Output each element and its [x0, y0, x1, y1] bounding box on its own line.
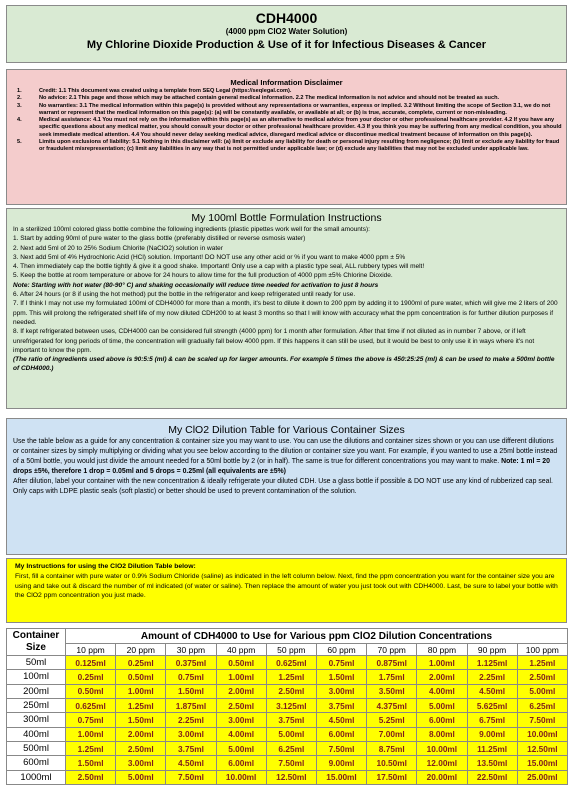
container-size-cell: 200ml: [7, 684, 66, 698]
formulation-note: Note: Starting with hot water (80-90° C) and shaking occasionally will reduce time needed for activation to just 8 hours: [13, 281, 379, 289]
concentration-header: 100 ppm: [517, 644, 567, 656]
formulation-step: 4. Then immediately cap the bottle tightly & give it a good shake. Important! Only use a cap with a plastic type seal, ALL rubbery types will melt!: [13, 263, 425, 271]
amount-cell: 3.00ml: [216, 713, 266, 727]
amount-cell: 4.50ml: [467, 684, 517, 698]
amount-cell: 0.375ml: [166, 656, 216, 670]
amount-cell: 3.75ml: [166, 741, 216, 755]
concentration-header: 80 ppm: [417, 644, 467, 656]
amount-cell: 6.00ml: [316, 727, 366, 741]
formulation-step: 2. Next add 5ml of 20 to 25% Sodium Chlorite (NaClO2) solution in water: [13, 244, 223, 252]
disclaimer-item-number: 2.: [17, 95, 22, 102]
amount-cell: 22.50ml: [467, 770, 517, 784]
amount-cell: 5.00ml: [116, 770, 166, 784]
formulation-box: [6, 208, 567, 409]
drops-note: Note: 1 ml = 20 drops ±5%, therefore 1 drop = 0.05ml and 5 drops = 0.25ml (all equivalents are ±5%): [13, 458, 550, 475]
amount-cell: 1.25ml: [66, 741, 116, 755]
concentration-header: 70 ppm: [367, 644, 417, 656]
amount-cell: 2.00ml: [116, 727, 166, 741]
amount-cell: 2.25ml: [166, 713, 216, 727]
disclaimer-box: [6, 69, 567, 205]
amount-cell: 0.125ml: [66, 656, 116, 670]
amount-cell: 2.00ml: [417, 670, 467, 684]
amount-cell: 2.25ml: [467, 670, 517, 684]
amount-cell: 25.00ml: [517, 770, 567, 784]
formulation-step: 8. If kept refrigerated between uses, CDH4000 can be considered full strength (4000 ppm) for 1 month after formulation. After that time if not diluted as in number 7 above, or if left unrefrigerated for long periods of time, the concentration will gradually fall below 4000 ppm. If this happens it can still be used, but it would be best to only use it in ways where it's not important to know the ppm.: [13, 328, 535, 354]
formulation-step: 3. Next add 5ml of 4% Hydrochloric Acid (HCl) solution. Important! DO NOT use any other acid or % if you want to make 4000 ppm ± 5%: [13, 253, 406, 261]
amount-cell: 9.00ml: [467, 727, 517, 741]
amount-cell: 2.50ml: [216, 698, 266, 712]
amount-cell: 3.75ml: [266, 713, 316, 727]
amount-cell: 1.00ml: [116, 684, 166, 698]
amount-cell: 2.50ml: [66, 770, 116, 784]
amount-cell: 6.25ml: [517, 698, 567, 712]
amount-cell: 5.00ml: [417, 698, 467, 712]
container-size-cell: 50ml: [7, 656, 66, 670]
concentration-header: 40 ppm: [216, 644, 266, 656]
amount-cell: 20.00ml: [417, 770, 467, 784]
amount-cell: 10.00ml: [216, 770, 266, 784]
amount-cell: 6.00ml: [216, 756, 266, 770]
amount-cell: 0.75ml: [316, 656, 366, 670]
container-size-cell: 600ml: [7, 756, 66, 770]
disclaimer-item-text: Credit: 1.1 This document was created using a template from SEQ Legal (https://seqlegal.com).: [39, 88, 292, 94]
amount-header: Amount of CDH4000 to Use for Various ppm ClO2 Dilution Concentrations: [66, 629, 568, 644]
amount-cell: 0.75ml: [66, 713, 116, 727]
page-tagline: My Chlorine Dioxide Production & Use of it for Infectious Diseases & Cancer: [86, 39, 487, 51]
amount-cell: 0.625ml: [266, 656, 316, 670]
concentration-header: 30 ppm: [166, 644, 216, 656]
amount-cell: 2.50ml: [517, 670, 567, 684]
concentration-header-row: [7, 644, 568, 656]
disclaimer-item-number: 1.: [17, 88, 22, 94]
amount-cell: 1.25ml: [517, 656, 567, 670]
page-title: CDH4000: [255, 10, 318, 26]
disclaimer-item-text: Medical assistance: 4.1 You must not rely on the information within this page(s) as an alternative to medical advice from your doctor or other professional healthcare provider. 4.2 If you have any specific questions about any medical matter, you should consult your doctor or other professional healthcare provider. 4.3 If you think you may be suffering from any medical condition, you should seek immediate medical attention. 4.4 You should never delay seeking medical advice, disregard medical advice or discontinue medical treatment because of information on this page(s).: [39, 117, 562, 138]
formulation-step: 5. Keep the bottle at room temperature or above for 24 hours to allow time for the full production of 4000 ppm ±5% Chlorine Dioxide.: [13, 272, 393, 280]
table-row: [7, 684, 568, 698]
amount-cell: 0.25ml: [66, 670, 116, 684]
amount-cell: 4.00ml: [216, 727, 266, 741]
amount-cell: 12.50ml: [266, 770, 316, 784]
amount-cell: 3.125ml: [266, 698, 316, 712]
disclaimer-item-number: 3.: [17, 102, 22, 109]
instructions-body: First, fill a container with pure water or 0.9% Sodium Chloride (saline) as indicated in the left column below. Next, find the ppm concentration you want for the container size you are using and take out & discard the number of ml indicated (of water or saline). Then replace the amount of water you just took out with CDH4000. Last, be sure to label your bottle with the ClO2 ppm concentration you just made.: [15, 572, 558, 600]
amount-cell: 11.25ml: [467, 741, 517, 755]
container-size-cell: 100ml: [7, 670, 66, 684]
page-subtitle: (4000 ppm ClO2 Water Solution): [225, 27, 348, 36]
table-header-row: [7, 629, 568, 644]
amount-cell: 1.00ml: [417, 656, 467, 670]
dilution-guide-text: [13, 437, 560, 477]
disclaimer-item-text: No warranties: 3.1 The medical information within this page(s) is provided without any representations or warranties, express or implied. 3.2 Without limiting the scope of Section 3.1, we do not warrant or represent that the medical information on this page(s): (a) will be constantly available, or available at all; or (b) is true, accurate, complete, current or non-misleading.: [39, 102, 551, 116]
disclaimer-item: [17, 88, 562, 95]
table-row: [7, 713, 568, 727]
amount-cell: 3.00ml: [166, 727, 216, 741]
concentration-header: 20 ppm: [116, 644, 166, 656]
table-row: [7, 656, 568, 670]
container-size-cell: 500ml: [7, 741, 66, 755]
amount-cell: 1.50ml: [166, 684, 216, 698]
amount-cell: 1.50ml: [316, 670, 366, 684]
amount-cell: 13.50ml: [467, 756, 517, 770]
amount-cell: 9.00ml: [316, 756, 366, 770]
amount-cell: 1.00ml: [216, 670, 266, 684]
formulation-ratio-note: (The ratio of ingredients used above is 90:5:5 (ml) & can be scaled up for larger amounts. For example 5 times the above is 450:25:25 (ml) & can be used to make a 500ml bottle of CDH4000.): [13, 356, 555, 373]
disclaimer-item-number: 5.: [17, 139, 22, 146]
table-row: [7, 670, 568, 684]
header-box: [6, 5, 567, 63]
dilution-table: [6, 628, 568, 785]
table-instructions-box: [6, 558, 567, 623]
amount-cell: 0.875ml: [367, 656, 417, 670]
amount-cell: 12.50ml: [517, 741, 567, 755]
table-row: [7, 770, 568, 784]
container-size-cell: 300ml: [7, 713, 66, 727]
amount-cell: 15.00ml: [316, 770, 366, 784]
amount-cell: 0.75ml: [166, 670, 216, 684]
amount-cell: 5.00ml: [517, 684, 567, 698]
amount-cell: 2.50ml: [266, 684, 316, 698]
amount-cell: 15.00ml: [517, 756, 567, 770]
formulation-title: My 100ml Bottle Formulation Instructions: [191, 212, 382, 224]
disclaimer-item-text: No advice: 2.1 This page and those which may be attached contain general medical information. 2.2 The medical information is not advice and should not be treated as such.: [39, 95, 500, 102]
disclaimer-item-text: Limits upon exclusions of liability: 5.1 Nothing in this disclaimer will: (a) limit or exclude any liability for death or personal injury resulting from negligence; (b) limit or exclude any liability for fraud or fraudulent misrepresentation; (c) limit any liabilities in any way that is not permitted under applicable law; or (d) exclude any liabilities that may not be excluded under applicable law.: [39, 139, 560, 153]
table-row: [7, 741, 568, 755]
amount-cell: 2.50ml: [116, 741, 166, 755]
dilution-paragraph: Use the table below as a guide for any concentration & container size you may want to use. You can use the dilutions and container sizes shown or you can use different dilutions or container sizes by simply multiplying or dividing what you see below according to the dilution or container size you want. For example, if you wanted to use a 25ml bottle instead of a 50ml bottle, you would just divide the amount needed for a 50ml bottle by 2 (or in half). The same is true for different concentrations you may want to make.: [13, 438, 558, 465]
amount-cell: 2.00ml: [216, 684, 266, 698]
amount-cell: 8.00ml: [417, 727, 467, 741]
amount-cell: 8.75ml: [367, 741, 417, 755]
concentration-header: 50 ppm: [266, 644, 316, 656]
amount-cell: 17.50ml: [367, 770, 417, 784]
amount-cell: 10.00ml: [417, 741, 467, 755]
disclaimer-item: [17, 103, 562, 118]
amount-cell: 6.25ml: [266, 741, 316, 755]
amount-cell: 0.50ml: [116, 670, 166, 684]
concentration-header: 60 ppm: [316, 644, 366, 656]
table-row: [7, 698, 568, 712]
amount-cell: 7.50ml: [316, 741, 366, 755]
dilution-title: My ClO2 Dilution Table for Various Container Sizes: [168, 424, 405, 436]
amount-cell: 7.50ml: [517, 713, 567, 727]
concentration-header: 10 ppm: [66, 644, 116, 656]
amount-cell: 10.50ml: [367, 756, 417, 770]
amount-cell: 0.50ml: [66, 684, 116, 698]
formulation-intro: In a sterilized 100ml colored glass bottle combine the following ingredients (plastic pipettes work well for the small amounts):: [13, 226, 370, 233]
container-size-cell: 400ml: [7, 727, 66, 741]
amount-cell: 5.00ml: [216, 741, 266, 755]
amount-cell: 4.00ml: [417, 684, 467, 698]
dilution-label-text: After dilution, label your container with the new concentration & ideally refrigerate your diluted CDH. Use a glass bottle if possible & DO NOT use any kind of rubberized cap seal. Only caps with LDPE plastic seals (soft plastic) or better should be used to prevent contamination of the solution.: [13, 478, 553, 495]
concentration-header: 90 ppm: [467, 644, 517, 656]
amount-cell: 3.75ml: [316, 698, 366, 712]
amount-cell: 1.875ml: [166, 698, 216, 712]
amount-cell: 3.00ml: [316, 684, 366, 698]
amount-cell: 0.50ml: [216, 656, 266, 670]
amount-cell: 4.50ml: [166, 756, 216, 770]
table-body: [7, 656, 568, 785]
amount-cell: 1.50ml: [66, 756, 116, 770]
amount-cell: 3.00ml: [116, 756, 166, 770]
formulation-step: 7. If I think I may not use my formulated 100ml of CDH4000 for more than a month, it's best to dilute it down to 200 ppm by adding it to 1900ml of pure water, which will give me 2 liters of 200 ppm. This will prolong the refrigerated shelf life of my now diluted CDH200 to at least 3 months so that I will know with accuracy what the ppm concentration is for further dilution purposes if needed.: [13, 300, 558, 326]
amount-cell: 4.375ml: [367, 698, 417, 712]
disclaimer-item: [17, 117, 562, 139]
disclaimer-item: [17, 139, 562, 154]
amount-cell: 7.50ml: [266, 756, 316, 770]
amount-cell: 1.50ml: [116, 713, 166, 727]
table-row: [7, 727, 568, 741]
amount-cell: 7.50ml: [166, 770, 216, 784]
amount-cell: 1.75ml: [367, 670, 417, 684]
amount-cell: 1.25ml: [266, 670, 316, 684]
amount-cell: 10.00ml: [517, 727, 567, 741]
amount-cell: 0.625ml: [66, 698, 116, 712]
formulation-step: 6. After 24 hours (or 8 if using the hot method) put the bottle in the refrigerator and keep refrigerated until ready for use.: [13, 291, 356, 299]
amount-cell: 3.50ml: [367, 684, 417, 698]
disclaimer-item: [17, 95, 562, 102]
container-size-cell: 250ml: [7, 698, 66, 712]
amount-cell: 1.00ml: [66, 727, 116, 741]
disclaimer-item-number: 4.: [17, 117, 22, 124]
dilution-box: [6, 418, 567, 555]
amount-cell: 7.00ml: [367, 727, 417, 741]
disclaimer-title: Medical Information Disclaimer: [230, 78, 343, 87]
container-size-cell: 1000ml: [7, 770, 66, 784]
amount-cell: 4.50ml: [316, 713, 366, 727]
amount-cell: 1.125ml: [467, 656, 517, 670]
container-size-header: Container Size: [7, 629, 66, 656]
amount-cell: 12.00ml: [417, 756, 467, 770]
amount-cell: 5.00ml: [266, 727, 316, 741]
amount-cell: 6.75ml: [467, 713, 517, 727]
amount-cell: 5.25ml: [367, 713, 417, 727]
amount-cell: 5.625ml: [467, 698, 517, 712]
table-row: [7, 756, 568, 770]
formulation-step: 1. Start by adding 90ml of pure water to the glass bottle (preferably distilled or reverse osmosis water): [13, 235, 306, 243]
amount-cell: 6.00ml: [417, 713, 467, 727]
amount-cell: 1.25ml: [116, 698, 166, 712]
instructions-title: My Instructions for using the ClO2 Dilution Table below:: [15, 563, 196, 570]
amount-cell: 0.25ml: [116, 656, 166, 670]
